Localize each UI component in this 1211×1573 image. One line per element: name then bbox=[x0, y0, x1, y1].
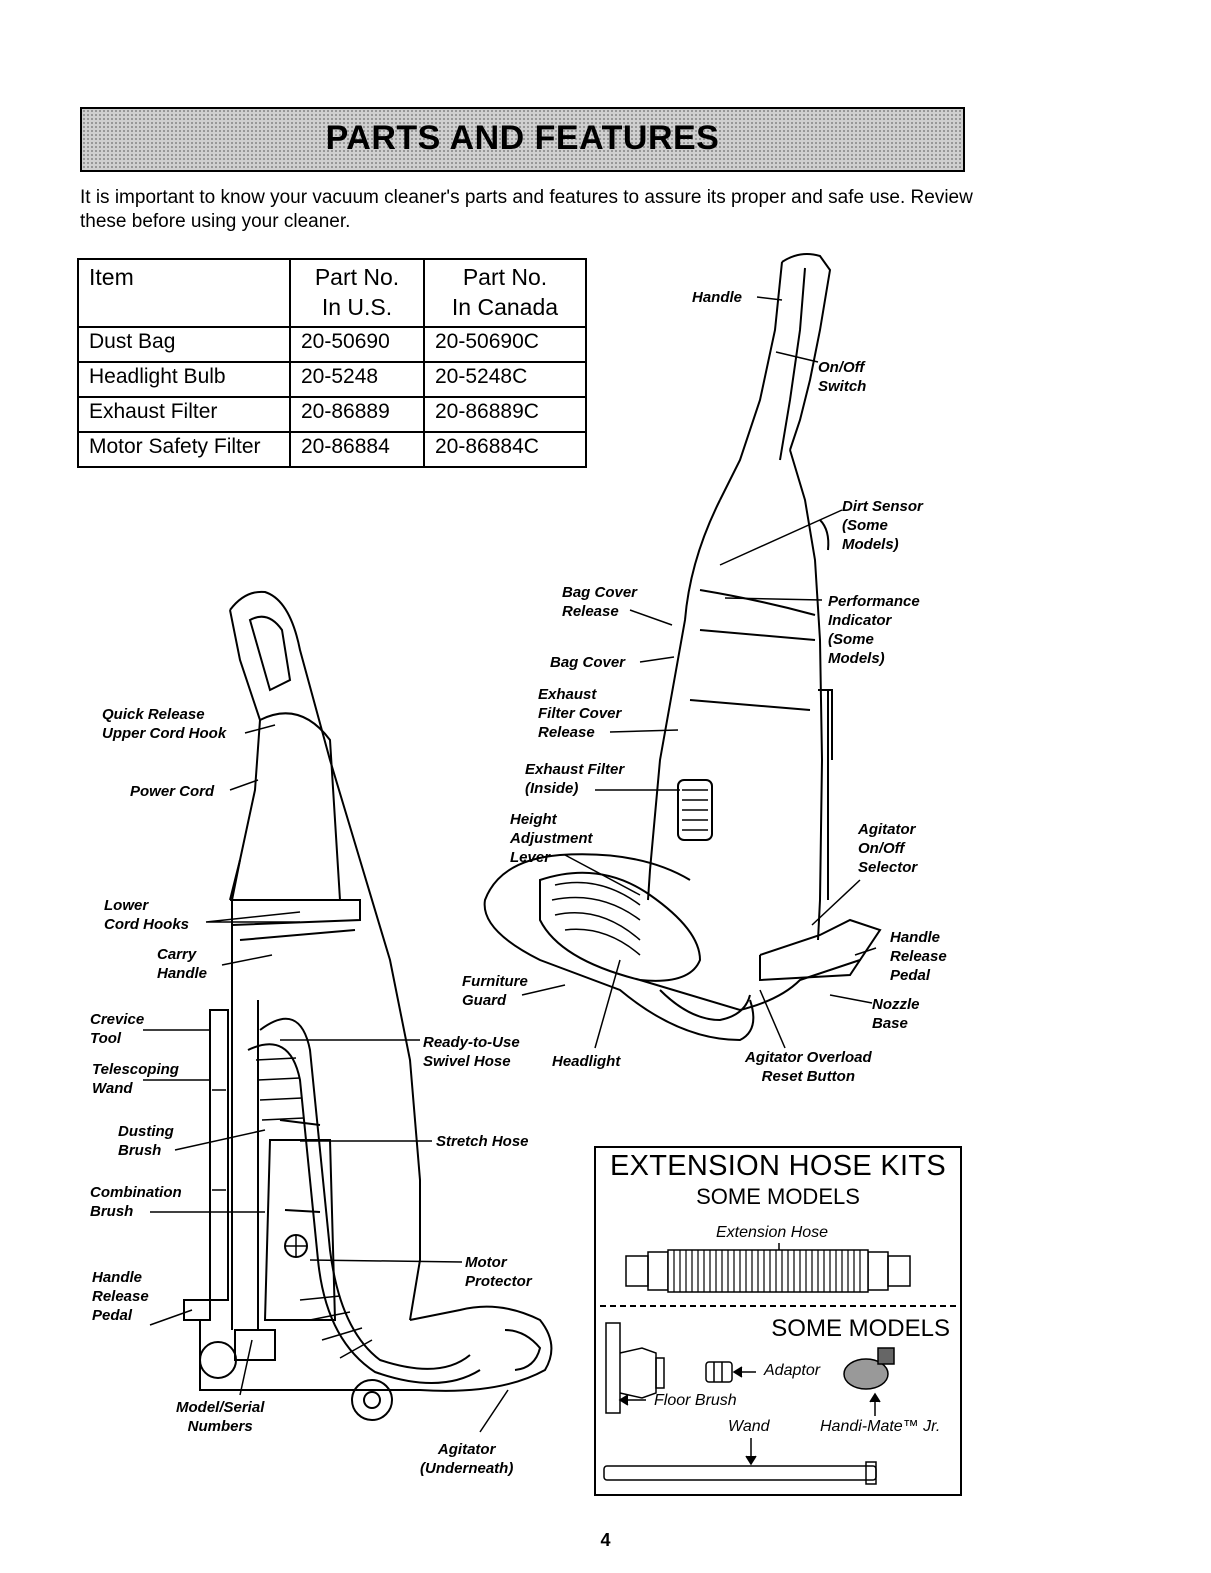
label-onoff-switch: On/Off Switch bbox=[818, 359, 867, 395]
label-bag-cover-release: Bag Cover Release bbox=[562, 584, 638, 620]
kits-divider bbox=[600, 1305, 956, 1307]
adaptor-icon bbox=[706, 1362, 732, 1382]
wand-icon bbox=[604, 1462, 876, 1484]
cell-ca: 20-86884C bbox=[424, 432, 586, 467]
label-nozzle-base: Nozzle Base bbox=[872, 996, 920, 1032]
cell-us: 20-86889 bbox=[290, 397, 424, 432]
label-lower-cord-hooks: Lower Cord Hooks bbox=[104, 897, 190, 933]
label-ready-to-use-swivel-hose: Ready-to-Use Swivel Hose bbox=[423, 1034, 520, 1070]
label-furniture-guard: Furniture Guard bbox=[462, 973, 528, 1009]
label-agitator-underneath: Agitator (Underneath) bbox=[420, 1441, 514, 1477]
cell-item: Exhaust Filter bbox=[78, 397, 290, 432]
label-handle: Handle bbox=[692, 289, 743, 306]
label-handle-release-pedal-right: Handle Release Pedal bbox=[890, 929, 947, 984]
label-floor-brush: Floor Brush bbox=[654, 1392, 737, 1409]
cell-us: 20-50690 bbox=[290, 327, 424, 362]
label-dirt-sensor: Dirt Sensor (Some Models) bbox=[842, 498, 923, 553]
label-crevice-tool: Crevice Tool bbox=[90, 1011, 145, 1047]
label-power-cord: Power Cord bbox=[130, 783, 215, 800]
cell-item: Headlight Bulb bbox=[78, 362, 290, 397]
label-handle-release-pedal-left: Handle Release Pedal bbox=[92, 1269, 149, 1324]
label-telescoping-wand: Telescoping Wand bbox=[92, 1061, 179, 1097]
kits-subtitle: SOME MODELS bbox=[696, 1184, 860, 1209]
cell-item: Dust Bag bbox=[78, 327, 290, 362]
cell-us: 20-86884 bbox=[290, 432, 424, 467]
extension-hose-kits-box bbox=[594, 1146, 962, 1496]
label-agitator-onoff-selector: Agitator On/Off Selector bbox=[858, 821, 918, 876]
intro-paragraph: It is important to know your vacuum cleaner's parts and features to assure its proper and safe use. Review these before using your cleaner. bbox=[80, 187, 973, 232]
header-part-ca-line1: Part No. bbox=[462, 264, 548, 290]
label-handi-mate: Handi-Mate™ Jr. bbox=[820, 1418, 941, 1435]
cell-item: Motor Safety Filter bbox=[78, 432, 290, 467]
label-performance-indicator: Performance Indicator (Some Models) bbox=[828, 593, 920, 667]
kits-subtitle-2: SOME MODELS bbox=[771, 1315, 950, 1342]
cell-ca: 20-86889C bbox=[424, 397, 586, 432]
cell-ca: 20-50690C bbox=[424, 327, 586, 362]
label-wand: Wand bbox=[728, 1418, 770, 1435]
label-quick-release-upper-cord-hook: Quick Release Upper Cord Hook bbox=[102, 706, 227, 742]
label-carry-handle: Carry Handle bbox=[157, 946, 208, 982]
label-height-adjustment-lever: Height Adjustment Lever bbox=[510, 811, 593, 866]
handi-mate-icon bbox=[844, 1348, 894, 1389]
label-stretch-hose: Stretch Hose bbox=[436, 1133, 529, 1150]
label-exhaust-filter-inside: Exhaust Filter (Inside) bbox=[525, 761, 625, 797]
label-model-serial-numbers: Model/Serial Numbers bbox=[176, 1399, 265, 1435]
cell-us: 20-5248 bbox=[290, 362, 424, 397]
label-motor-protector: Motor Protector bbox=[465, 1254, 532, 1290]
page-number: 4 bbox=[600, 1530, 611, 1550]
label-agitator-overload-reset: Agitator Overload Reset Button bbox=[745, 1049, 872, 1085]
kits-title: EXTENSION HOSE KITS bbox=[609, 1150, 947, 1182]
header-part-us-line2: In U.S. bbox=[321, 294, 393, 320]
label-combination-brush: Combination Brush bbox=[90, 1184, 182, 1220]
label-dusting-brush: Dusting Brush bbox=[118, 1123, 174, 1159]
label-headlight: Headlight bbox=[552, 1053, 621, 1070]
header-part-us-line1: Part No. bbox=[314, 264, 400, 290]
cell-ca: 20-5248C bbox=[424, 362, 586, 397]
label-extension-hose: Extension Hose bbox=[716, 1224, 829, 1241]
label-exhaust-filter-cover-release: Exhaust Filter Cover Release bbox=[538, 686, 622, 741]
header-item: Item bbox=[78, 259, 290, 327]
label-adaptor: Adaptor bbox=[764, 1362, 821, 1379]
section-title: PARTS AND FEATURES bbox=[325, 119, 720, 157]
header-part-ca-line2: In Canada bbox=[451, 294, 559, 320]
label-bag-cover: Bag Cover bbox=[550, 654, 626, 671]
